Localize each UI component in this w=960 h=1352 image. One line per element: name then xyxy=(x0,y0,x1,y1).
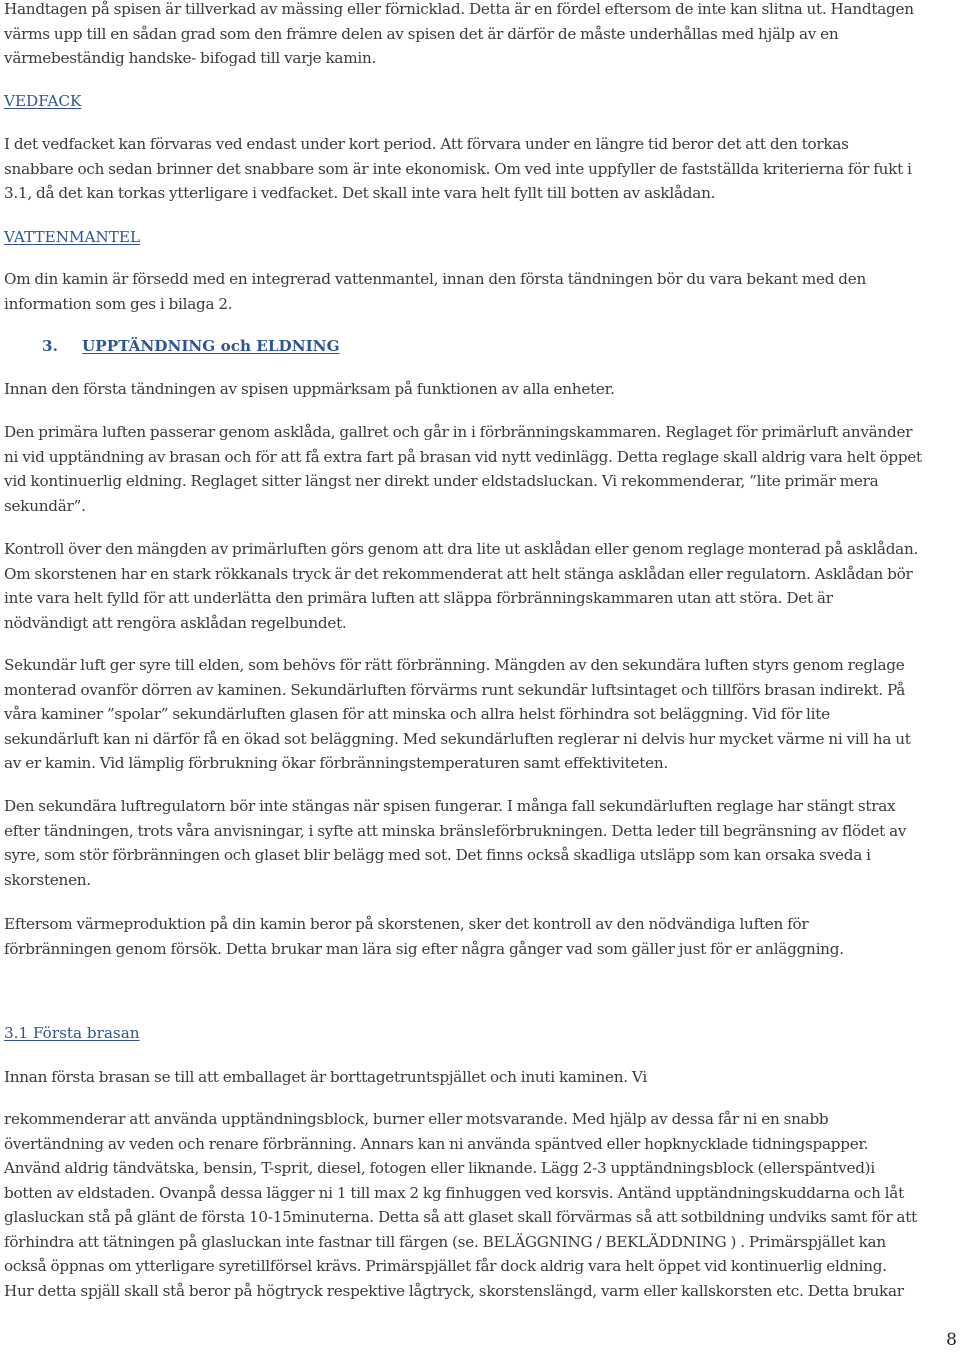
text-line: av er kamin. Vid lämplig förbrukning ökar förbränningstemperaturen samt effektiviteten. xyxy=(4,754,668,772)
control-paragraph xyxy=(4,537,918,635)
page-number: 8 xyxy=(946,1330,957,1350)
text-line: förbränningen genom försök. Detta brukar man lära sig efter några gånger vad som gäller just för er anläggning. xyxy=(4,939,844,958)
text-line: Hur detta spjäll skall stå beror på högtryck respektive lågtryck, skorstenslängd, varm eller kallskorsten etc. Detta brukar xyxy=(4,1281,904,1300)
vedfack-heading[interactable]: VEDFACK xyxy=(4,92,82,110)
text-line: sekundär”. xyxy=(4,496,86,515)
vedfack-paragraph xyxy=(4,132,912,206)
intro-paragraph xyxy=(4,0,914,71)
vattenmantel-paragraph xyxy=(4,267,866,316)
text-line: botten av eldstaden. Ovanpå dessa lägger ni 1 till max 2 kg finhuggen ved korsvis. Antänd upptändningskuddarna och låt xyxy=(4,1183,904,1202)
vattenmantel-heading-wrap xyxy=(4,225,140,249)
text-line: värms upp till en sådan grad som den främre delen av spisen det är därför de måste underhållas med hjälp av en xyxy=(4,24,839,43)
text-line: vid kontinuerlig eldning. Reglaget sitter längst ner direkt under eldstadsluckan. Vi rekommenderar, ”lite primär mera xyxy=(4,472,879,490)
section-3-title[interactable]: UPPTÄNDNING och ELDNING xyxy=(82,337,340,355)
regulator-paragraph xyxy=(4,794,906,892)
text-line: Innan första brasan se till att emballaget är borttagetruntspjället och inuti kaminen. Vi xyxy=(4,1068,647,1086)
section-3-1-intro xyxy=(4,1065,647,1090)
text-line: nödvändigt att rengöra asklådan regelbundet. xyxy=(4,613,347,632)
text-line: glasluckan stå på glänt de första 10-15minuterna. Detta så att glaset skall förvärmas så att sotbildning undviks samt för att xyxy=(4,1208,917,1226)
heat-production-paragraph xyxy=(4,912,844,961)
section-3-1-heading[interactable]: 3.1 Första brasan xyxy=(4,1024,140,1042)
vedfack-sentence-1: I det vedfacket kan förvaras ved endast under kort period. xyxy=(4,135,437,153)
text-line: syre, som stör förbränningen och glaset blir belägg med sot. Det finns också skadliga utsläpp som kan orsaka sveda i xyxy=(4,846,871,864)
text-line: Den sekundära luftregulatorn bör inte stängas när spisen fungerar. I många fall sekundärluften reglage har stängt strax xyxy=(4,797,896,815)
secondary-air-paragraph xyxy=(4,653,911,776)
text-line: Använd aldrig tändvätska, bensin, T-sprit, diesel, fotogen eller liknande. Lägg 2-3 upptändningsblock (ellerspäntved)i xyxy=(4,1159,875,1177)
text-line: skorstenen. xyxy=(4,870,91,889)
section-3-intro xyxy=(4,377,615,402)
text-line: förhindra att tätningen på glasluckan inte fastnar till färgen (se. BELÄGGNING / BEKLÄDDNING ) . Primärspjället kan xyxy=(4,1232,886,1251)
text-line: våra kaminer ”spolar” sekundärluften glasen för att minska och allra helst förhindra sot beläggning. Vid för lite xyxy=(4,705,830,723)
section-3-1-heading-wrap xyxy=(4,1021,140,1045)
section-3-1-body xyxy=(4,1107,917,1303)
text-line: efter tändningen, trots våra anvisningar, i syfte att minska bränsleförbrukningen. Detta leder till begränsning av flödet av xyxy=(4,821,907,840)
text-line: Om din kamin är försedd med en integrerad vattenmantel, innan den första tändningen bör du vara bekant med den xyxy=(4,270,867,288)
text-line: Eftersom värmeproduktion på din kamin beror på skorstenen, sker det kontroll av den nödvändiga luften för xyxy=(4,915,809,933)
text-line: 3.1, då det kan torkas ytterligare i vedfacket. Det skall inte vara helt fyllt till botten av asklådan. xyxy=(4,184,716,202)
text-line: Handtagen på spisen är tillverkad av mässing eller förnicklad. Detta är en fördel eftersom de inte kan slitna ut. Handtagen xyxy=(4,0,914,18)
vedfack-sentence-2: Att förvara under en längre tid beror det att den torkas xyxy=(440,135,849,153)
vedfack-heading-wrap xyxy=(4,89,81,113)
text-line: information som ges i bilaga 2. xyxy=(4,294,233,313)
text-line: Om skorstenen har en stark rökkanals tryck är det rekommenderat att helt stänga asklådan eller regulatorn. Asklådan bör xyxy=(4,564,913,583)
text-line: Innan den första tändningen av spisen uppmärksam på funktionen av alla enheter. xyxy=(4,380,615,398)
text-line: Den primära luften passerar genom asklåda, gallret och går in i förbränningskammaren. Reglaget för primärluft använder xyxy=(4,423,913,441)
primary-air-paragraph xyxy=(4,420,922,518)
text-line: snabbare och sedan brinner det snabbare som är inte ekonomisk. Om ved inte uppfyller de fastställda kriterierna för fukt i xyxy=(4,159,912,178)
text-line: också öppnas om ytterligare syretillförsel krävs. Primärspjället får dock aldrig vara helt öppet vid kontinuerlig eldning. xyxy=(4,1257,887,1275)
text-line: monterad ovanför dörren av kaminen. Sekundärluften förvärms runt sekundär luftsintaget och tillförs brasan indirekt. På xyxy=(4,680,906,699)
text-line: sekundärluft kan ni därför få en ökad sot beläggning. Med sekundärluften reglerar ni delvis hur mycket värme ni vill ha ut xyxy=(4,729,911,748)
text-line: Kontroll över den mängden av primärluften görs genom att dra lite ut asklådan eller genom reglage monterad på asklådan. xyxy=(4,540,919,558)
text-line: värmebeständig handske- bifogad till varje kamin. xyxy=(4,49,377,67)
text-line: inte vara helt fylld för att underlätta den primära luften att släppa förbränningskammaren utan att störa. Det är xyxy=(4,589,833,607)
text-line: ni vid upptändning av brasan och för att få extra fart på brasan vid nytt vedinlägg. Detta reglage skall aldrig vara helt öppet xyxy=(4,447,922,466)
text-line: Sekundär luft ger syre till elden, som behövs för rätt förbränning. Mängden av den sekundära luften styrs genom reglage xyxy=(4,656,905,674)
text-line xyxy=(4,132,912,157)
section-3-heading xyxy=(42,334,340,358)
vattenmantel-heading[interactable]: VATTENMANTEL xyxy=(4,228,141,246)
section-3-number: 3. xyxy=(42,337,58,355)
text-line: övertändning av veden och renare förbränning. Annars kan ni använda späntved eller hopknycklade tidningspapper. xyxy=(4,1134,869,1153)
text-line: rekommenderar att använda upptändningsblock, burner eller motsvarande. Med hjälp av dessa får ni en snabb xyxy=(4,1110,829,1128)
